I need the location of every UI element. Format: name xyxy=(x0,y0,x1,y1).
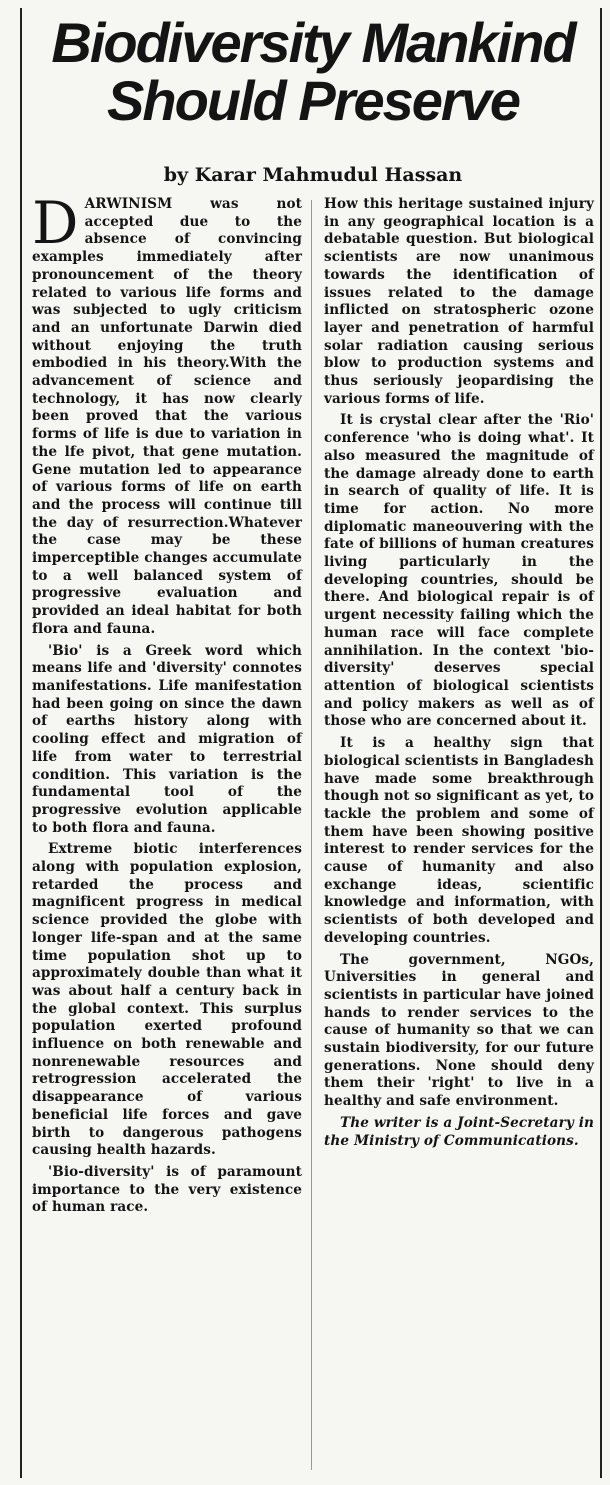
paragraph-7: It is a healthy sign that biological scientists in Bangladesh have made some breakthrough though not so significant as yet, to tackle the problem and some of them have been showing positive interest to render services for the cause of humanity and also exchange ideas, scientific knowledge and information, with scientists of both developed and developing countries. xyxy=(324,735,594,946)
right-border-rule xyxy=(600,8,602,1478)
writer-note: The writer is a Joint-Secretary in the Ministry of Communications. xyxy=(324,1114,594,1149)
column-divider xyxy=(311,200,312,1470)
left-border-rule xyxy=(20,8,22,1478)
drop-cap: D xyxy=(32,189,79,257)
paragraph-6: It is crystal clear after the 'Rio' conference 'who is doing what'. It also measured the magnitude of the damage already done to earth in search of quality of life. It is time for action. No more diplomatic maneouvering with the fate of billions of human creatures living particularly in the developing countries, should be there. And biological repair is of urgent necessity failing which the human race will face complete annihilation. In the context 'bio-diversity' deserves special attention of biological scientists and policy makers as well as of those who are concerned about it. xyxy=(324,412,594,730)
paragraph-1-text: ARWINISM was not accepted due to the absence of convincing examples immediately after pronouncement of the theory related to various life forms and was subjected to ugly criticism and an unfortunate Darwin died without enjoying the truth embodied in his theory.With the advancement of science and technology, it has now clearly been proved that the various forms of life is due to variation in the lfe pivot, that gene mutation. Gene mutation led to appearance of various forms of life on earth and the process will continue till the day of resurrection.Whatever the case may be these imperceptible changes accumulate to a well balanced system of progressive evaluation and provided an ideal habitat for both flora and fauna. xyxy=(32,196,302,637)
headline-line-1: Biodiversity Mankind xyxy=(51,11,575,74)
paragraph-4: 'Bio-diversity' is of paramount importance to the very existence of human race. xyxy=(32,1163,302,1216)
headline xyxy=(26,11,600,132)
headline-line-2: Should Preserve xyxy=(107,69,519,132)
paragraph-8: The government, NGOs, Universities in general and scientists in particular have joined hands to render services to the cause of humanity so that we can sustain biodiversity, for our future generations. None should deny them their 'right' to live in a healthy and safe environment. xyxy=(324,951,594,1110)
byline: by Karar Mahmudul Hassan xyxy=(163,164,463,186)
right-column xyxy=(324,196,594,1154)
left-column xyxy=(32,189,302,1221)
paragraph-5: How this heritage sustained injury in any geographical location is a debatable question. But biological scientists are now unanimous towards the identification of issues related to the damage inflicted on stratospheric ozone layer and penetration of harmful solar radiation causing serious blow to production systems and thus seriously jeopardising the various forms of life. xyxy=(324,196,594,407)
paragraph-2: 'Bio' is a Greek word which means life and 'diversity' connotes manifestations. Life manifestation had been going on since the dawn of earths history along with cooling effect and migration of life from water to terrestrial condition. This variation is the fundamental tool of the progressive evolution applicable to both flora and fauna. xyxy=(32,642,302,836)
paragraph-3: Extreme biotic interferences along with population explosion, retarded the process and magnificent progress in medical science provided the globe with longer life-span and at the same time population shot up to approximately double than what it was about half a century back in the global context. This surplus population exerted profound influence on both renewable and nonrenewable resources and retrogression accelerated the disappearance of various beneficial life forces and gave birth to dangerous pathogens causing health hazards. xyxy=(32,841,302,1159)
paragraph-1 xyxy=(32,189,302,639)
